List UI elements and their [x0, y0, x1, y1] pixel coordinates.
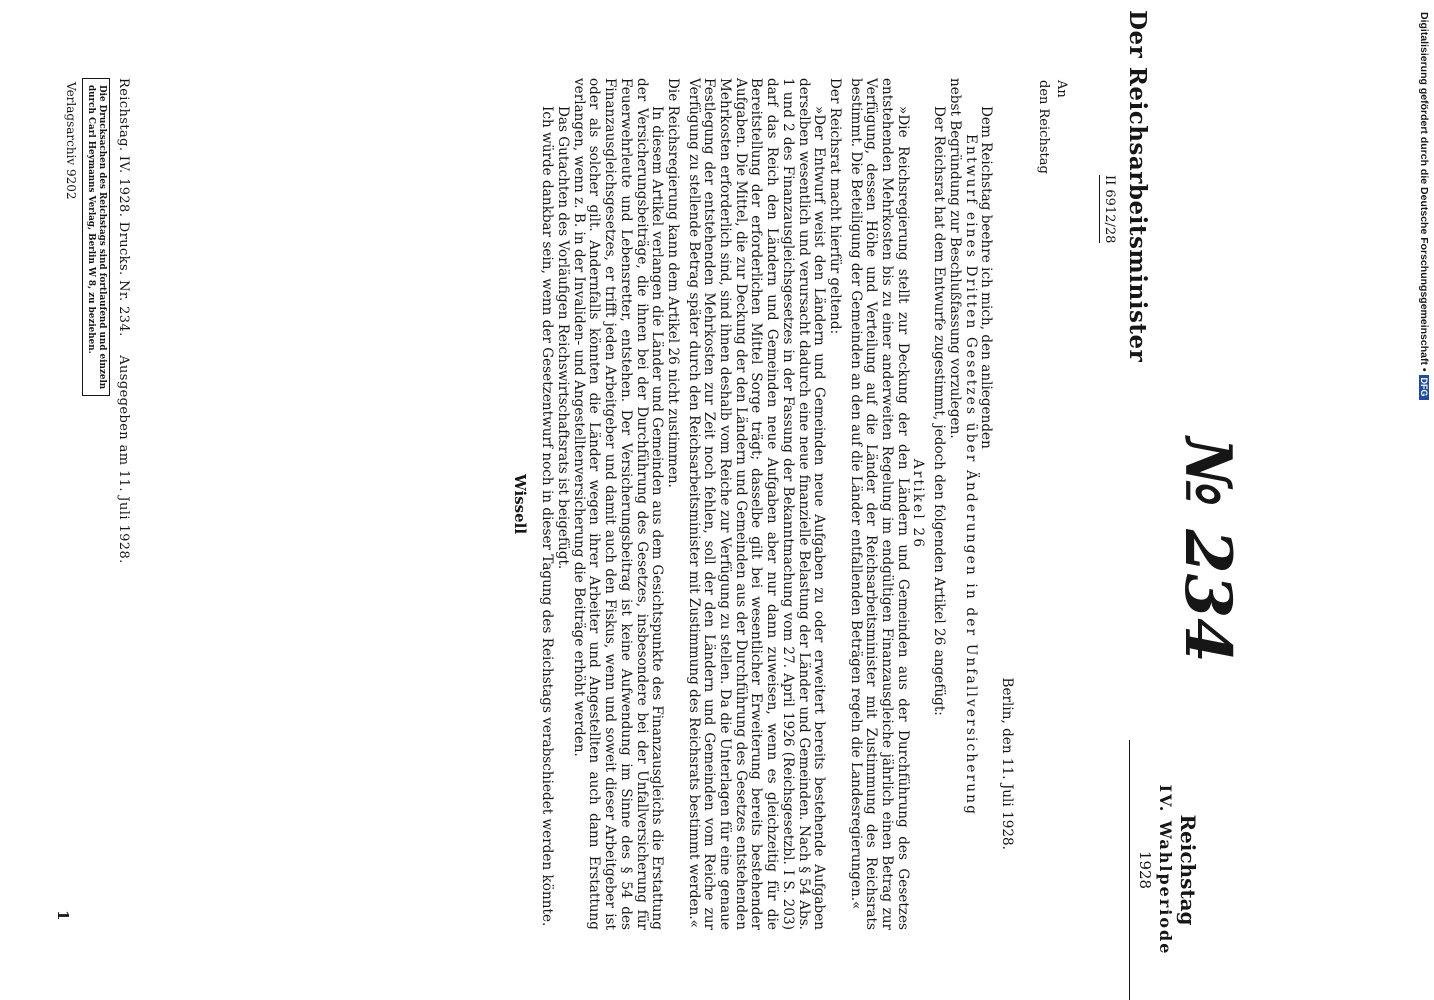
government-position-paragraph: Die Reichsregierung kann dem Artikel 26 nicht zustimmen.	[664, 78, 681, 488]
footer	[62, 78, 132, 938]
publisher-line: durch Carl Heymanns Verlag, Berlin W 8, zu beziehen.	[86, 85, 96, 354]
date-line: Berlin, den 11. Juli 1928.	[999, 677, 1015, 850]
council-agreed-paragraph: Der Reichsrat hat dem Entwurfe zugestimmt, jedoch den folgenden Artikel 26 angefügt:	[931, 106, 948, 716]
recipient	[1034, 80, 1070, 280]
ministry-header	[1099, 10, 1151, 600]
intro-paragraph: Dem Reichstag beehre ich mich, den anliegenden	[978, 106, 995, 449]
recipient-line: An	[1054, 80, 1069, 98]
justification-paragraph: nebst Begründung zur Beschlußfassung vorzulegen.	[946, 78, 963, 439]
page-number: 1	[54, 910, 72, 921]
digitization-text: Digitalisierung gefördert durch die Deutsche Forschungsgemeinschaft •	[1418, 12, 1430, 372]
letter-body	[511, 78, 1014, 930]
reichstag-print-reference: Reichstag. IV. 1928. Drucks. Nr. 234.	[116, 78, 131, 337]
draft-title: Entwurf eines Dritten Gesetzes über Änderungen in der Unfallversicherung	[962, 134, 979, 817]
recipient-line: den Reichstag	[1036, 80, 1051, 174]
expert-opinion-paragraph: Das Gutachten des Vorläufigen Reichswirtschaftsrats ist beigefügt.	[555, 106, 572, 570]
article-heading: Artikel 26	[910, 458, 927, 550]
parliament-name: Reichstag	[1176, 814, 1200, 926]
signature: Wissell	[510, 473, 529, 535]
publisher-line: Die Drucksachen des Reichstags sind fortlaufend und einzeln	[97, 85, 107, 390]
government-reasons-paragraph: In diesem Artikel verlangen die Länder und Gemeinden aus dem Gesichtspunkte des Finanzausgleichs die Erstattung der Versicherungsbeiträge, die ihnen bei der Durchführung des Gesetzes, insbesondere bei der Unfallversicherung für Feuerwehrleute und Lebensretter, entstehen. Der Versicherungsbeitrag ist keine Aufwendung im Sinne des § 54 des Finanzausgleichsgesetzes, er trifft jeden Arbeitgeber und damit auch den Fiskus, wenn und soweit dieser Arbeitgeber ist oder als solcher gilt. Andernfalls könnten die Länder wegen ihrer Arbeiter und Angestellten auch dann Erstattung verlangen, wenn z. B. in der Invaliden- und Angestelltenversicherung die Beiträge erhöht werden.	[570, 78, 666, 930]
ministry-name: Der Reichsarbeitsminister	[1124, 10, 1151, 363]
archive-note: Verlagsarchiv 9202	[64, 82, 78, 200]
parliament-header	[1129, 740, 1200, 1000]
dfg-logo: DFG	[1419, 375, 1429, 400]
file-number: II 6912/28	[1099, 175, 1118, 243]
council-argument-paragraph: »Der Entwurf weist den Ländern und Gemeinden neue Aufgaben zu oder erweitert bereits bestehende Aufgaben derselben wesentlich und verursacht dadurch eine neue finanzielle Belastung der Länder und Gemeinden. Nach § 54 Abs. 1 und 2 des Finanzausgleichsgesetzes in der Fassung der Bekanntmachung vom 27. April 1926 (Reichsgesetzbl. I S. 203) darf das Reich den Ländern und Gemeinden neue Aufgaben aber nur dann zuweisen, wenn es gleichzeitig für die Bereitstellung der erforderlichen Mittel Sorge trägt; dasselbe gilt bei wesentlicher Erweiterung bereits bestehender Aufgaben. Die Mittel, die zur Deckung der den Ländern und Gemeinden aus der Durchführung des Gesetzes entstehenden Mehrkosten erforderlich sind, sind ihnen deshalb vom Reiche zur Verfügung zu stellen. Da die Unterlagen für eine genaue Festlegung der entstehenden Mehrkosten zur Zeit noch fehlen, soll der den Ländern und Gemeinden vom Reiche zur Verfügung zu stellende Betrag später durch den Reichsarbeitsminister mit Zustimmung des Reichsrats bestimmt werden.«	[685, 78, 828, 930]
legislative-period: IV. Wahlperiode	[1156, 784, 1175, 956]
period-year: 1928	[1129, 740, 1154, 1000]
article-text: »Die Reichsregierung stellt zur Deckung der den Ländern und Gemeinden aus der Durchführung des Gesetzes entstehenden Mehrkosten bis zu einer anderweiten Regelung im endgültigen Finanzausgleiche jährlich einen Betrag zur Verfügung, dessen Höhe und Verteilung auf die Länder der Reichsarbeitsminister mit Zustimmung des Reichsrats bestimmt. Die Beteiligung der Gemeinden an den auf die Länder entfallenden Beträgen regeln die Landesregierungen.«	[847, 78, 911, 930]
document-number: № 234	[1170, 437, 1245, 663]
closing-paragraph: Ich würde dankbar sein, wenn der Gesetzentwurf noch in dieser Tagung des Reichstags verabschiedet werden könnte.	[539, 106, 556, 927]
issue-date: Ausgegeben am 11. Juli 1928.	[116, 355, 131, 564]
publisher-box	[82, 78, 110, 396]
council-reasons-paragraph: Der Reichsrat macht hierfür geltend:	[826, 78, 843, 335]
digitization-note	[1418, 12, 1430, 406]
footer-info-line	[114, 78, 132, 938]
